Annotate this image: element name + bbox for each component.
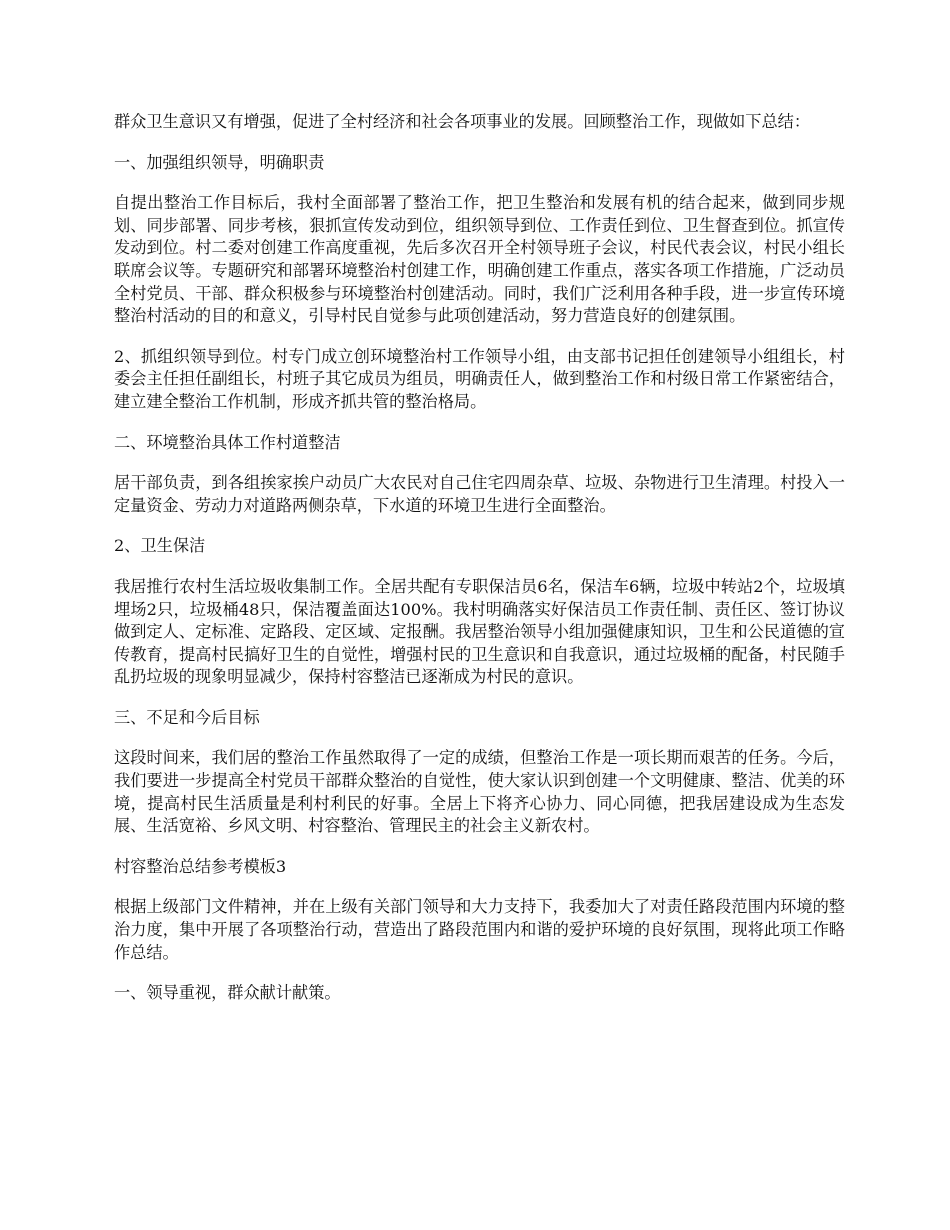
body-paragraph: 自提出整治工作目标后，我村全面部署了整治工作，把卫生整治和发展有机的结合起来，做到同步规划、同步部署、同步考核，狠抓宣传发动到位，组织领导到位、工作责任到位、卫生督查到位。抓宣传发动到位。村二委对创建工作高度重视，先后多次召开全村领导班子会议，村民代表会议，村民小组长联席会议等。专题研究和部署环境整治村创建工作，明确创建工作重点，落实各项工作措施，广泛动员全村党员、干部、群众积极参与环境整治村创建活动。同时，我们广泛利用各种手段，进一步宣传环境整治村活动的目的和意义，引导村民自觉参与此项创建活动，努力营造良好的创建氛围。 [114, 193, 845, 326]
subsection-heading: 2、卫生保洁 [114, 536, 206, 556]
intro-paragraph: 群众卫生意识又有增强，促进了全村经济和社会各项事业的发展。回顾整治工作，现做如下总结： [114, 112, 811, 131]
body-paragraph: 2、抓组织领导到位。村专门成立创环境整治村工作领导小组，由支部书记担任创建领导小组组长，村委会主任担任副组长，村班子其它成员为组员，明确责任人，做到整治工作和村级日常工作紧密结合，建立建全整治工作机制，形成齐抓共管的整治格局。 [114, 346, 845, 411]
body-paragraph: 居干部负责，到各组挨家挨户动员广大农民对自己住宅四周杂草、垃圾、杂物进行卫生清理。村投入一定量资金、劳动力对道路两侧杂草，下水道的环境卫生进行全面整治。 [114, 473, 845, 515]
template-title: 村容整治总结参考模板3 [114, 856, 287, 876]
body-paragraph: 根据上级部门文件精神，并在上级有关部门领导和大力支持下，我委加大了对责任路段范围内环境的整治力度，集中开展了各项整治行动，营造出了路段范围内和谐的爱护环境的良好氛围，现将此项工作略作总结。 [114, 897, 845, 962]
section-heading-2: 二、环境整治具体工作村道整洁 [114, 432, 341, 452]
section-heading-4: 一、领导重视，群众献计献策。 [114, 983, 341, 1003]
body-paragraph: 这段时间来，我们居的整治工作虽然取得了一定的成绩，但整治工作是一项长期而艰苦的任务。今后，我们要进一步提高全村党员干部群众整治的自觉性，使大家认识到创建一个文明健康、整洁、优美的环境，提高村民生活质量是利村利民的好事。全居上下将齐心协力、同心同德，把我居建设成为生态发展、生活宽裕、乡风文明、村容整治、管理民主的社会主义新农村。 [114, 748, 845, 836]
section-heading-1: 一、加强组织领导，明确职责 [114, 152, 325, 172]
body-paragraph: 我居推行农村生活垃圾收集制工作。全居共配有专职保洁员6名，保洁车6辆，垃圾中转站2个，垃圾填埋场2只，垃圾桶48只，保洁覆盖面达100%。我村明确落实好保洁员工作责任制、责任区、签订协议做到定人、定标准、定路段、定区域、定报酬。我居整治领导小组加强健康知识，卫生和公民道德的宣传教育，提高村民搞好卫生的自觉性，增强村民的卫生意识和自我意识，通过垃圾桶的配备，村民随手乱扔垃圾的现象明显减少，保持村容整洁已逐渐成为村民的意识。 [114, 576, 845, 687]
section-heading-3: 三、不足和今后目标 [114, 707, 260, 727]
